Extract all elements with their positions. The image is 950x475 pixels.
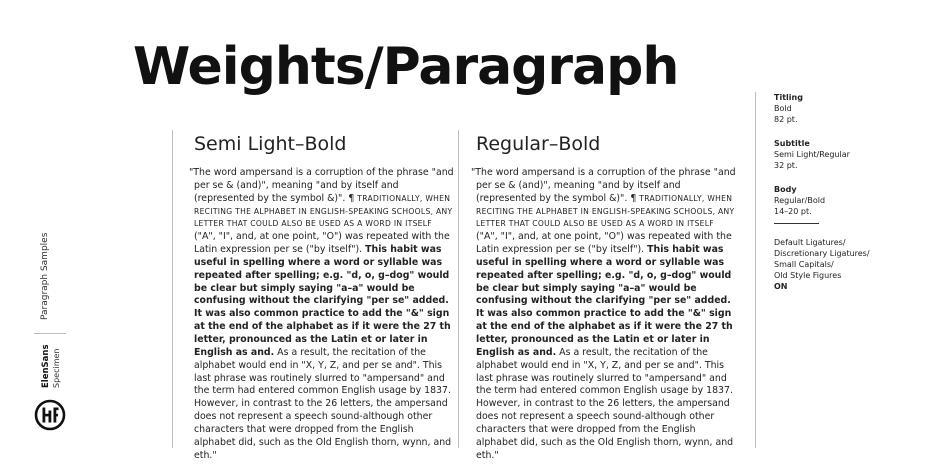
brand-name: ElenSans [41, 344, 51, 388]
spec-feature-item: Default Ligatures/ [774, 238, 846, 247]
spec-panel-rule [755, 92, 756, 448]
spec-subtitle-weight: Semi Light/Regular [774, 150, 850, 159]
spec-subtitle-label: Subtitle [774, 139, 810, 148]
column-1-rule [172, 130, 173, 448]
spec-body-size: 14–20 pt. [774, 207, 812, 216]
column-1-text-closing: As a result, the recitation of the alphabet would end in "X, Y, Z, and per se and". This last phrase was routinely slurred to "ampersand" and the term had entered common English usage by 1837. However, in contrast to the 26 letters, the ampersand does not represent a speech sound-although other characters that were dropped from the English alphabet did, such as the Old English thorn, wynn, and eth." [194, 346, 452, 461]
spec-feature-item: Discretionary Ligatures/ [774, 249, 870, 258]
column-1-text-bold: This habit was useful in spelling where a word or syllable was repeated after spelling; e.g. "d, o, g–dog" would be clear but simply saying "a–a" would be confusing without the clarifying "per se" added. It was also common practice to add the "&" sign at the end of the alphabet as if it were the 27 th letter, pronounced as the Latin et or later in English as and. [194, 244, 451, 358]
spec-feature-item: Small Capitals/ [774, 260, 834, 269]
column-1-body [189, 167, 454, 462]
spec-body [774, 184, 924, 217]
brand-subtitle: Specimen [52, 348, 61, 388]
spec-panel [774, 92, 924, 292]
column-1-text-smallcaps: TRADITIONALLY, WHEN RECITING THE ALPHABET IN ENGLISH-SPEAKING SCHOOLS, ANY LETTER THAT COULD ALSO BE USED AS A WORD IN ITSELF [194, 193, 453, 229]
column-2-text-latin: ("A", "I", and, at one point, "O") was repeated with the Latin expression per se ("by itself"). [476, 231, 732, 256]
column-2-text-closing: As a result, the recitation of the alphabet would end in "X, Y, Z, and per se and". This last phrase was routinely slurred to "ampersand" and the term had entered common English usage by 1837. However, in contrast to the 26 letters, the ampersand does not represent a speech sound-although other characters that were dropped from the English alphabet did, such as the Old English thorn, wynn, and eth." [476, 346, 734, 461]
column-2-body [471, 167, 736, 462]
spec-feature-item: Old Style Figures [774, 271, 842, 280]
column-2-text-bold: This habit was useful in spelling where a word or syllable was repeated after spelling; e.g. "d, o, g–dog" would be clear but simply saying "a–a" would be confusing without the clarifying "per se" added. It was also common practice to add the "&" sign at the end of the alphabet as if it were the 27 th letter, pronounced as the Latin et or later in English as and. [476, 244, 733, 358]
spec-features [774, 237, 924, 292]
spec-titling-weight: Bold [774, 104, 792, 113]
column-2-paragraph [471, 167, 736, 462]
spec-titling-size: 82 pt. [774, 115, 798, 124]
spec-body-weight: Regular/Bold [774, 196, 826, 205]
column-2-text-smallcaps: TRADITIONALLY, WHEN RECITING THE ALPHABET IN ENGLISH-SPEAKING SCHOOLS, ANY LETTER THAT COULD ALSO BE USED AS A WORD IN ITSELF [476, 193, 735, 229]
column-1-text-intro: "The word ampersand is a corruption of the phrase "and per se & (and)", meaning "and by itself and (represented by the symbol &)". ¶ [189, 167, 454, 204]
column-1-paragraph [189, 167, 454, 462]
spec-titling-label: Titling [774, 93, 803, 102]
column-2-text-intro: "The word ampersand is a corruption of the phrase "and per se & (and)", meaning "and by itself and (represented by the symbol &)". ¶ [471, 167, 736, 204]
spec-subtitle-size: 32 pt. [774, 161, 798, 170]
sidebar-rule [34, 333, 66, 334]
column-1-heading: Semi Light–Bold [194, 133, 347, 155]
section-label: Paragraph Samples [40, 232, 50, 320]
hf-monogram-logo-icon [34, 399, 66, 431]
column-2-rule [458, 130, 459, 448]
spec-body-label: Body [774, 185, 797, 194]
spec-divider [774, 223, 819, 224]
spec-subtitle [774, 138, 924, 171]
spec-titling [774, 92, 924, 125]
spec-features-state: ON [774, 282, 788, 291]
page-title: Weights/Paragraph [133, 37, 679, 97]
column-1-text-latin: ("A", "I", and, at one point, "O") was repeated with the Latin expression per se ("by itself"). [194, 231, 450, 256]
column-2-heading: Regular–Bold [476, 133, 601, 155]
